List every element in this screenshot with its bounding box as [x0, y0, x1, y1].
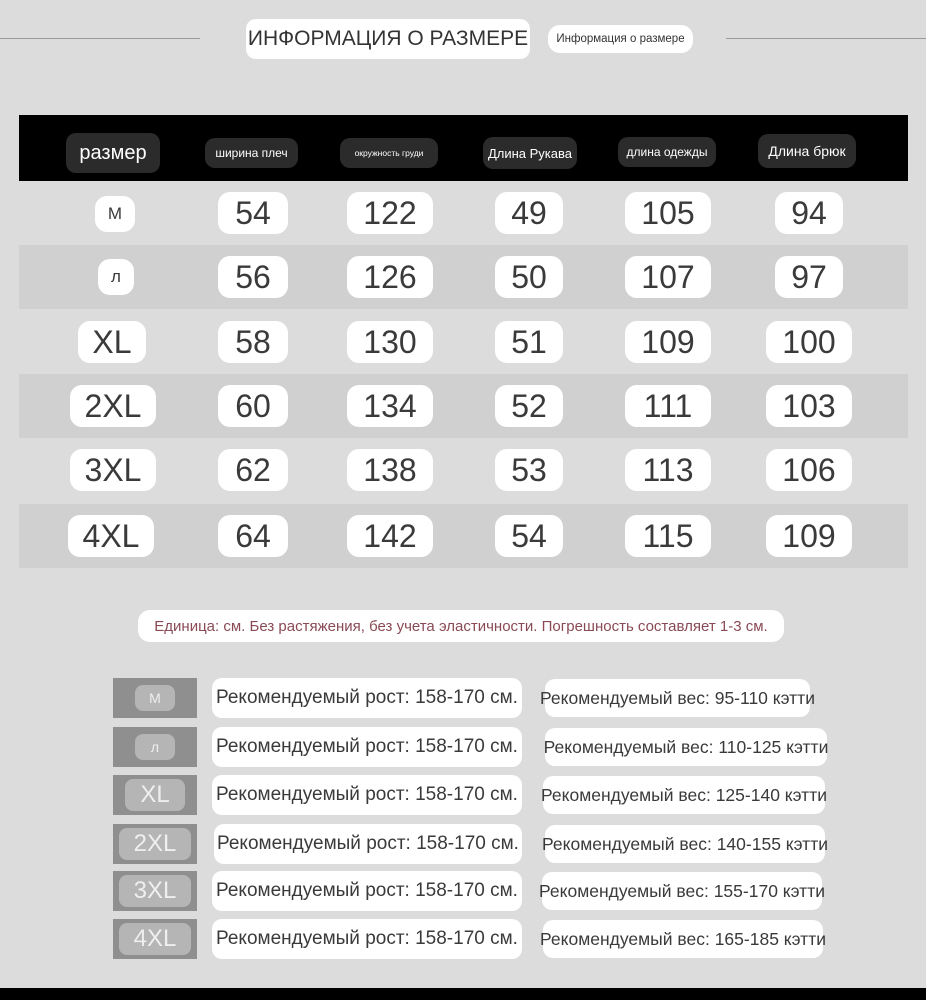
rec-height: Рекомендуемый рост: 158-170 см.	[212, 678, 522, 718]
row-4xl-trouser: 109	[766, 515, 852, 557]
row-xl-chest: 130	[347, 321, 433, 363]
row-2xl-trouser: 103	[766, 385, 852, 427]
rec-size-label: M	[135, 685, 175, 711]
rec-weight: Рекомендуемый вес: 95-110 кэтти	[545, 679, 810, 717]
row-xl-size: XL	[78, 321, 146, 363]
header-size: размер	[66, 133, 160, 173]
row-3xl-garment: 113	[625, 449, 711, 491]
row-xl-trouser: 100	[766, 321, 852, 363]
row-xl-garment: 109	[625, 321, 711, 363]
row-3xl-trouser: 106	[766, 449, 852, 491]
page-title: ИНФОРМАЦИЯ О РАЗМЕРЕ	[246, 19, 530, 59]
page-subtitle: Информация о размере	[548, 25, 693, 53]
row-l-sleeve: 50	[495, 256, 563, 298]
row-2xl-shoulder: 60	[218, 385, 288, 427]
row-3xl-chest: 138	[347, 449, 433, 491]
rec-size-badge	[113, 919, 197, 959]
row-3xl-shoulder: 62	[218, 449, 288, 491]
row-m-chest: 122	[347, 192, 433, 234]
rec-height: Рекомендуемый рост: 158-170 см.	[212, 919, 522, 959]
rec-height: Рекомендуемый рост: 158-170 см.	[212, 775, 522, 815]
row-4xl-sleeve: 54	[495, 515, 563, 557]
row-m-size: M	[95, 196, 135, 232]
rec-size-label: 3XL	[119, 875, 191, 907]
row-m-garment: 105	[625, 192, 711, 234]
row-2xl-garment: 111	[625, 385, 711, 427]
row-l-garment: 107	[625, 256, 711, 298]
rec-weight: Рекомендуемый вес: 125-140 кэтти	[543, 776, 825, 814]
row-l-trouser: 97	[775, 256, 843, 298]
rec-size-badge	[113, 727, 197, 767]
rec-size-badge	[113, 678, 197, 718]
row-m-shoulder: 54	[218, 192, 288, 234]
header-garment-length: длина одежды	[618, 137, 716, 167]
title-divider-right	[726, 38, 926, 39]
rec-size-label: 4XL	[119, 923, 191, 955]
row-3xl-sleeve: 53	[495, 449, 563, 491]
row-m-trouser: 94	[775, 192, 843, 234]
row-xl-sleeve: 51	[495, 321, 563, 363]
row-3xl-size: 3XL	[70, 449, 156, 491]
rec-size-badge	[113, 871, 197, 911]
rec-weight: Рекомендуемый вес: 165-185 кэтти	[543, 920, 823, 958]
measurement-note: Единица: см. Без растяжения, без учета эластичности. Погрешность составляет 1-3 см.	[138, 610, 784, 642]
row-2xl-sleeve: 52	[495, 385, 563, 427]
rec-weight: Рекомендуемый вес: 140-155 кэтти	[545, 825, 825, 863]
rec-size-badge	[113, 824, 197, 864]
header-chest: окружность груди	[340, 138, 438, 168]
row-xl-shoulder: 58	[218, 321, 288, 363]
row-4xl-shoulder: 64	[218, 515, 288, 557]
rec-size-label: л	[135, 734, 175, 760]
header-shoulder-width: ширина плеч	[205, 138, 298, 168]
rec-height: Рекомендуемый рост: 158-170 см.	[212, 871, 522, 911]
rec-height: Рекомендуемый рост: 158-170 см.	[212, 727, 522, 767]
bottom-bar	[0, 988, 926, 1000]
row-4xl-garment: 115	[625, 515, 711, 557]
row-l-shoulder: 56	[218, 256, 288, 298]
rec-weight: Рекомендуемый вес: 155-170 кэтти	[542, 872, 822, 910]
header-sleeve-length: Длина Рукава	[483, 137, 577, 169]
row-2xl-size: 2XL	[70, 385, 156, 427]
row-4xl-chest: 142	[347, 515, 433, 557]
rec-weight: Рекомендуемый вес: 110-125 кэтти	[545, 728, 827, 766]
row-4xl-size: 4XL	[68, 515, 154, 557]
row-m-sleeve: 49	[495, 192, 563, 234]
row-2xl-chest: 134	[347, 385, 433, 427]
row-l-size: л	[98, 259, 134, 295]
row-l-chest: 126	[347, 256, 433, 298]
header-trouser-length: Длина брюк	[758, 134, 856, 168]
rec-size-label: 2XL	[119, 828, 191, 860]
rec-size-label: XL	[125, 779, 185, 811]
rec-size-badge	[113, 775, 197, 815]
rec-height: Рекомендуемый рост: 158-170 см.	[214, 824, 522, 864]
title-divider-left	[0, 38, 200, 39]
